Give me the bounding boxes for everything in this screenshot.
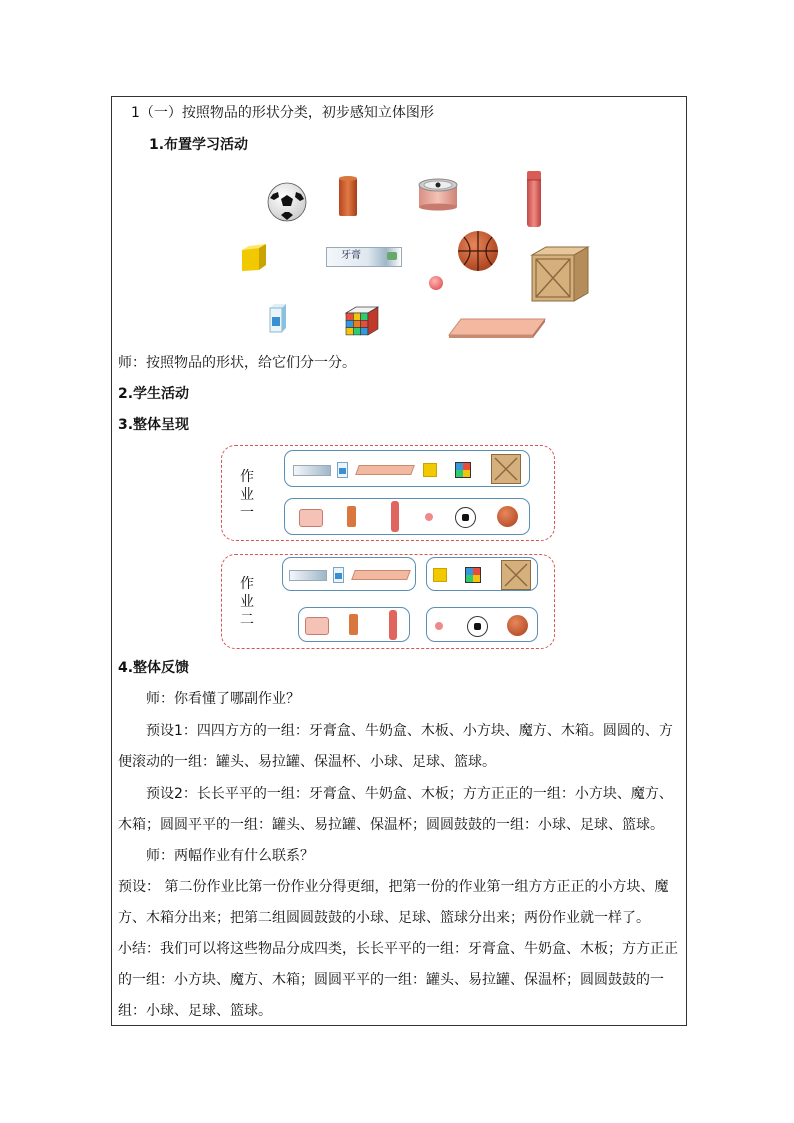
soccer-ball-icon	[267, 182, 307, 222]
section-title: 1（一）按照物品的形状分类，初步感知立体图形	[131, 105, 434, 121]
milk-box-icon	[333, 567, 344, 583]
small-ball-icon	[425, 513, 433, 521]
work-two-box-round-flat	[298, 607, 410, 642]
small-cube-icon	[433, 568, 447, 582]
toothpaste-label: 牙膏	[341, 250, 361, 261]
step-2-heading: 2.学生活动	[118, 386, 190, 402]
soccer-ball-icon	[455, 507, 476, 528]
soda-can-icon	[349, 614, 358, 635]
small-cube-icon	[239, 242, 269, 272]
thermos-cup-icon	[389, 610, 397, 640]
preset-2-line-2: 木箱；圆圆平平的一组：罐头、易拉罐、保温杯；圆圆鼓鼓的一组：小球、足球、篮球。	[118, 817, 664, 833]
preset-3-line-2: 方、木箱分出来；把第二组圆圆鼓鼓的小球、足球、篮球分出来；两份作业就一样了。	[118, 910, 650, 926]
soda-can-icon	[347, 506, 356, 527]
wooden-crate-icon	[530, 245, 590, 303]
summary-line-3: 组：小球、足球、篮球。	[118, 1003, 272, 1019]
work-one-group	[221, 445, 555, 541]
preset-2-line-1: 预设2：长长平平的一组：牙膏盒、牛奶盒、木板；方方正正的一组：小方块、魔方、	[146, 786, 673, 802]
thermos-cup-icon	[391, 501, 399, 532]
rubiks-cube-icon	[455, 462, 471, 478]
summary-line-2: 的一组：小方块、魔方、木箱；圆圆平平的一组：罐头、易拉罐、保温杯；圆圆鼓鼓的一	[118, 972, 664, 988]
soda-can-icon	[338, 175, 358, 219]
preset-1-line-2: 便滚动的一组：罐头、易拉罐、保温杯、小球、足球、篮球。	[118, 754, 496, 770]
basketball-icon	[497, 506, 518, 527]
work-one-label: 作 业 一	[240, 469, 254, 521]
wooden-board-icon	[351, 570, 411, 580]
wooden-board-icon	[355, 465, 415, 475]
small-ball-icon	[428, 275, 444, 291]
tin-can-icon	[418, 177, 458, 211]
wooden-crate-icon	[491, 454, 521, 484]
small-cube-icon	[423, 463, 437, 477]
milk-box-icon	[268, 303, 288, 333]
wooden-board-icon	[447, 317, 547, 341]
step-3-heading: 3.整体呈现	[118, 417, 190, 433]
work-two-box-cube	[426, 557, 538, 591]
rubiks-cube-icon	[344, 305, 380, 337]
preset-1-line-1: 预设1：四四方方的一组：牙膏盒、牛奶盒、木板、小方块、魔方、木箱。圆圆的、方	[146, 723, 673, 739]
basketball-icon	[456, 229, 500, 273]
tin-can-icon	[299, 509, 323, 527]
thermos-cup-icon	[525, 169, 543, 229]
work-two-box-round-bulging	[426, 607, 538, 642]
step-1-heading: 1.布置学习活动	[149, 137, 249, 153]
toothpaste-box-icon	[326, 247, 402, 267]
soccer-ball-icon	[467, 616, 488, 637]
question-1: 师：你看懂了哪副作业？	[146, 691, 300, 707]
step-4-heading: 4.整体反馈	[118, 660, 190, 676]
toothpaste-box-icon	[289, 570, 327, 581]
wooden-crate-icon	[501, 560, 531, 590]
work-one-box-square	[284, 450, 530, 487]
preset-3-line-1: 预设： 第二份作业比第一份作业分得更细，把第一份的作业第一组方方正正的小方块、魔	[118, 879, 669, 895]
summary-line-1: 小结：我们可以将这些物品分成四类，长长平平的一组：牙膏盒、牛奶盒、木板；方方正正	[118, 941, 678, 957]
content-frame	[111, 96, 687, 1026]
milk-box-icon	[337, 462, 348, 478]
work-two-label: 作 业 二	[240, 576, 254, 628]
teacher-prompt: 师：按照物品的形状，给它们分一分。	[118, 355, 356, 371]
toothpaste-box-icon	[293, 465, 331, 476]
work-two-group	[221, 554, 555, 649]
work-two-box-long-flat	[282, 557, 416, 591]
rubiks-cube-icon	[465, 567, 481, 583]
basketball-icon	[507, 615, 528, 636]
question-2: 师：两幅作业有什么联系？	[146, 848, 314, 864]
tin-can-icon	[305, 617, 329, 635]
work-one-box-round	[284, 498, 530, 535]
small-ball-icon	[435, 622, 443, 630]
